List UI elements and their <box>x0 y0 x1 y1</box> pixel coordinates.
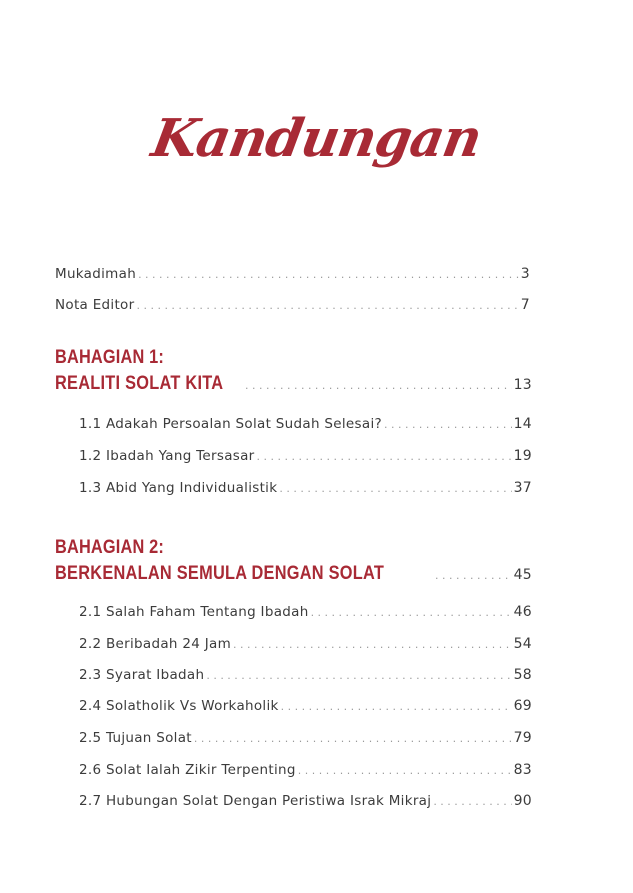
dot-leader <box>435 569 512 582</box>
toc-entry-label: Mukadimah <box>55 266 137 282</box>
toc-entry-1-1[interactable] <box>79 416 532 432</box>
toc-page-number: 83 <box>513 762 532 778</box>
toc-page-number: 19 <box>513 448 532 464</box>
dot-leader <box>206 669 511 682</box>
toc-page-number: 79 <box>513 730 532 746</box>
dot-leader <box>279 482 511 495</box>
dot-leader <box>138 268 519 281</box>
toc-entry-label: 2.2 Beribadah 24 Jam <box>79 636 232 652</box>
toc-entry-2-1[interactable] <box>79 604 532 620</box>
toc-page-number: 46 <box>513 604 532 620</box>
toc-entry-part-2[interactable] <box>55 563 532 585</box>
toc-entry-2-2[interactable] <box>79 636 532 652</box>
dot-leader <box>298 764 512 777</box>
toc-page-number: 69 <box>513 698 532 714</box>
toc-page-number: 37 <box>513 480 532 496</box>
toc-entry-label: 2.1 Salah Faham Tentang Ibadah <box>79 604 309 620</box>
dot-leader <box>245 379 512 392</box>
toc-page-number: 90 <box>513 793 532 809</box>
part-2-heading-line1: BAHAGIAN 2: <box>55 537 165 558</box>
toc-page-number: 13 <box>513 377 532 393</box>
dot-leader <box>433 795 511 808</box>
toc-entry-mukadimah[interactable] <box>55 266 530 282</box>
toc-entry-part-1[interactable] <box>55 373 532 395</box>
toc-page-number: 3 <box>520 266 530 282</box>
dot-leader <box>281 700 512 713</box>
toc-entry-label: Nota Editor <box>55 297 135 313</box>
toc-entry-1-3[interactable] <box>79 480 532 496</box>
part-1-heading-line1: BAHAGIAN 1: <box>55 347 165 368</box>
toc-entry-2-4[interactable] <box>79 698 532 714</box>
toc-page-number: 7 <box>520 297 530 313</box>
toc-page-number: 54 <box>513 636 532 652</box>
toc-entry-label: 1.3 Abid Yang Individualistik <box>79 480 278 496</box>
toc-entry-label: 1.2 Ibadah Yang Tersasar <box>79 448 255 464</box>
dot-leader <box>311 606 512 619</box>
toc-entry-label: 2.6 Solat Ialah Zikir Terpenting <box>79 762 296 778</box>
toc-entry-2-7[interactable] <box>79 793 532 809</box>
toc-page-number: 14 <box>513 416 532 432</box>
toc-entry-1-2[interactable] <box>79 448 532 464</box>
dot-leader <box>384 418 512 431</box>
toc-entry-label: 2.3 Syarat Ibadah <box>79 667 205 683</box>
toc-entry-label: 2.7 Hubungan Solat Dengan Peristiwa Israk Mikraj <box>79 793 432 809</box>
part-1-heading-line2: REALITI SOLAT KITA <box>55 373 224 394</box>
toc-entry-label: 2.4 Solatholik Vs Workaholik <box>79 698 279 714</box>
toc-entry-label: 2.5 Tujuan Solat <box>79 730 192 746</box>
dot-leader <box>233 638 512 651</box>
dot-leader <box>194 732 512 745</box>
toc-page-number: 45 <box>513 567 532 583</box>
dot-leader <box>136 299 518 312</box>
dot-leader <box>257 450 512 463</box>
page-title: Kandungan <box>147 108 486 169</box>
toc-entry-2-6[interactable] <box>79 762 532 778</box>
part-2-heading-line2: BERKENALAN SEMULA DENGAN SOLAT <box>55 563 385 584</box>
toc-page-number: 58 <box>513 667 532 683</box>
toc-entry-label: 1.1 Adakah Persoalan Solat Sudah Selesai? <box>79 416 382 432</box>
toc-entry-2-5[interactable] <box>79 730 532 746</box>
toc-entry-nota-editor[interactable] <box>55 297 530 313</box>
toc-entry-2-3[interactable] <box>79 667 532 683</box>
